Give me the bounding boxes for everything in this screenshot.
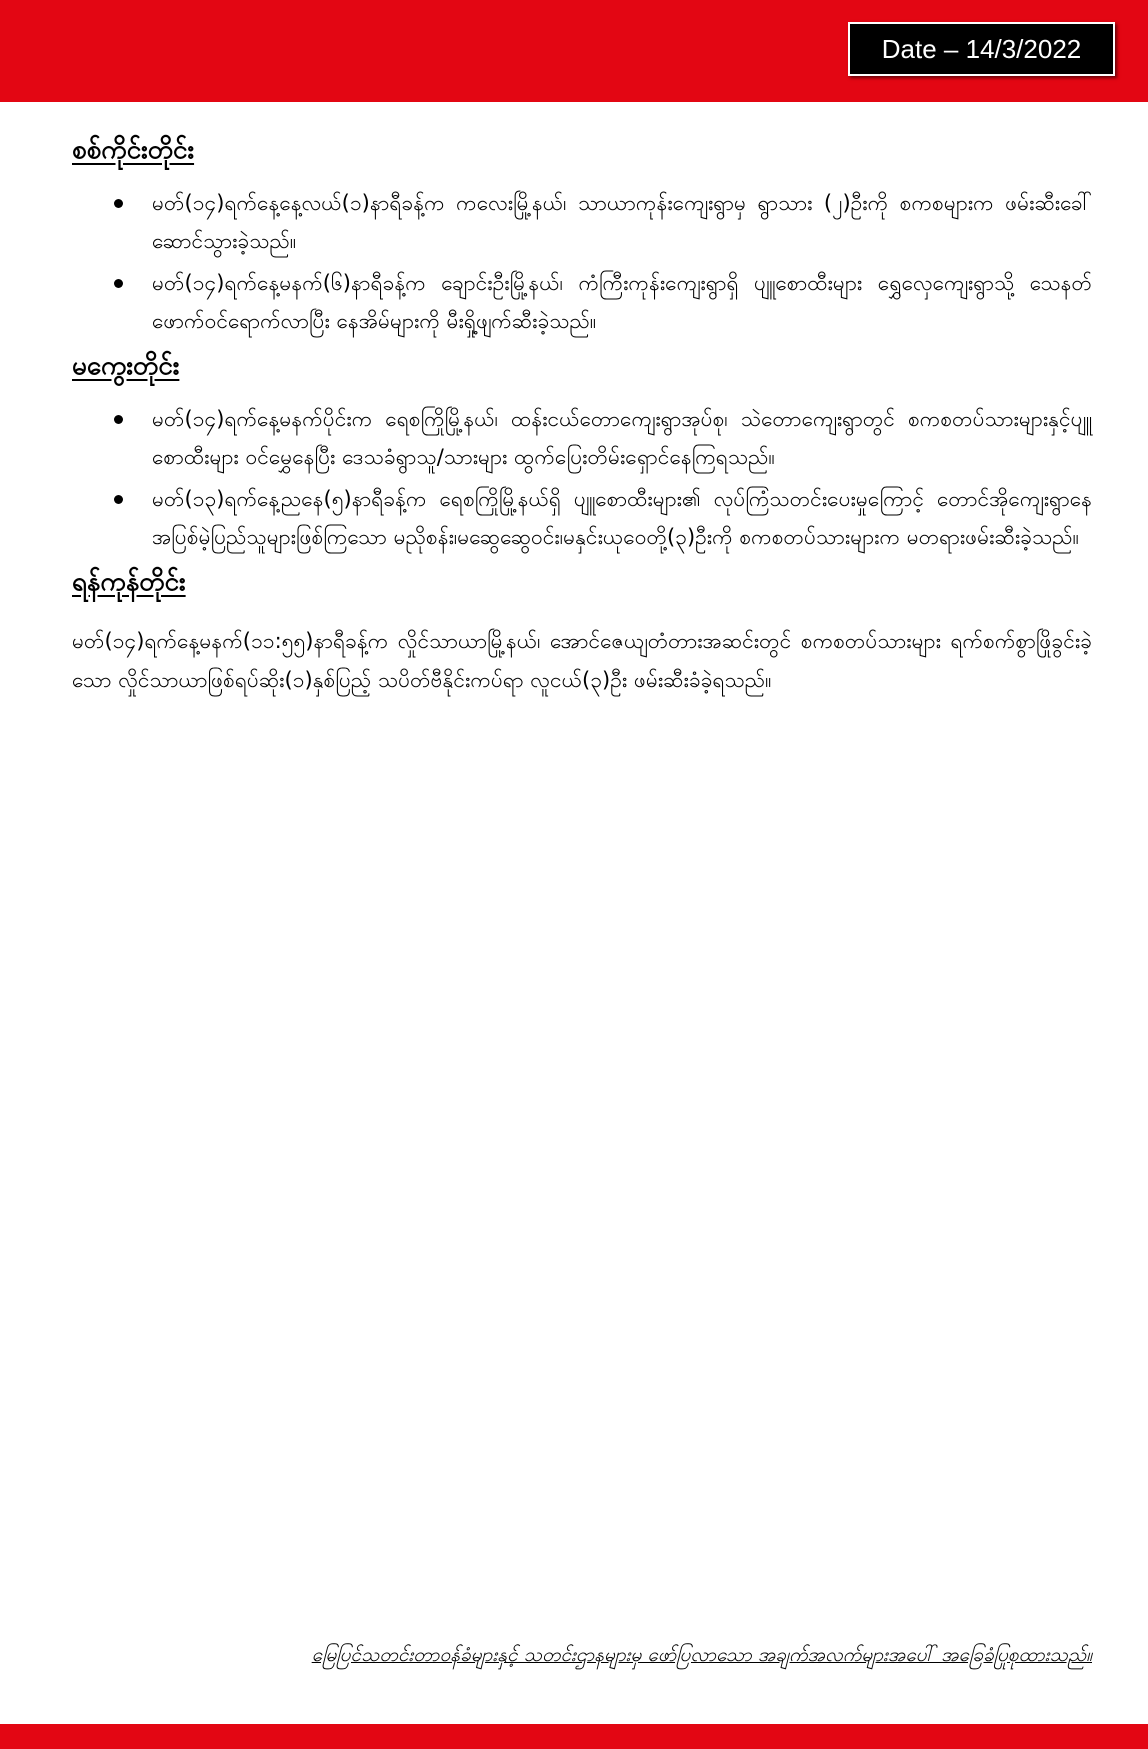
bullet-icon bbox=[114, 199, 123, 208]
source-footnote: မြေပြင်သတင်းတာဝန်ခံများနှင့် သတင်းဌာနများမှ ဖော်ပြလာသော အချက်အလက်များအပေါ် အခြေခံပြုစုထားသည်။ bbox=[311, 1644, 1092, 1666]
list-item bbox=[72, 400, 1092, 476]
list-item bbox=[72, 480, 1092, 556]
list-item-text: မတ်(၁၃)ရက်နေ့ညနေ(၅)နာရီခန့်က ရေစကြိုမြို့နယ်ရှိ ပျူစောထီးများ၏ လုပ်ကြံသတင်းပေးမှုကြောင့် တောင်အိုကျေးရွာနေ အပြစ်မဲ့ပြည်သူများဖြစ်ကြသော မညိုစန်း၊မဆွေဆွေဝင်း၊မနှင်းယုဝေတို့(၃)ဦးကို စကစတပ်သားများက မတရားဖမ်းဆီးခဲ့သည်။ bbox=[152, 487, 1092, 549]
bullet-icon bbox=[114, 495, 123, 504]
footer-red-band bbox=[0, 1724, 1148, 1749]
section-heading-magway: မကွေးတိုင်း bbox=[72, 351, 180, 381]
section-heading-yangon: ရန်ကုန်တိုင်း bbox=[72, 567, 186, 597]
bullet-icon bbox=[114, 415, 123, 424]
section-heading-sagaing: စစ်ကိုင်းတိုင်း bbox=[72, 135, 195, 165]
bullet-icon bbox=[114, 279, 123, 288]
magway-bullet-list bbox=[72, 400, 1092, 556]
sagaing-bullet-list bbox=[72, 184, 1092, 340]
date-label: Date – 14/3/2022 bbox=[848, 22, 1115, 76]
list-item-text: မတ်(၁၄)ရက်နေ့နေ့လယ်(၁)နာရီခန့်က ကလေးမြို့နယ်၊ သာယာကုန်းကျေးရွာမှ ရွာသား (၂)ဦးကို စကစများက ဖမ်းဆီးခေါ်ဆောင်သွားခဲ့သည်။ bbox=[152, 191, 1092, 253]
list-item bbox=[72, 184, 1092, 260]
list-item-text: မတ်(၁၄)ရက်နေ့မနက်(၆)နာရီခန့်က ချောင်းဦးမြို့နယ်၊ ကံကြီးကုန်းကျေးရွာရှိ ပျူစောထီးများ ရွှေလှေကျေးရွာသို့ သေနတ်ဖောက်ဝင်ရောက်လာပြီး နေအိမ်များကို မီးရှို့ဖျက်ဆီးခဲ့သည်။ bbox=[152, 271, 1092, 333]
yangon-paragraph: မတ်(၁၄)ရက်နေ့မနက်(၁၁:၅၅)နာရီခန့်က လှိုင်သာယာမြို့နယ်၊ အောင်ဇေယျတံတားအဆင်းတွင် စကစတပ်သားများ ရက်စက်စွာဖြိုခွင်းခဲ့သော လှိုင်သာယာဖြစ်ရပ်ဆိုး(၁)နှစ်ပြည့် သပိတ်ဗီနိုင်းကပ်ရာ လူငယ်(၃)ဦး ဖမ်းဆီးခံခဲ့ရသည်။ bbox=[72, 629, 1092, 692]
list-item bbox=[72, 264, 1092, 340]
report-content bbox=[72, 128, 1092, 700]
list-item-text: မတ်(၁၄)ရက်နေ့မနက်ပိုင်းက ရေစကြိုမြို့နယ်၊ ထန်းငယ်တောကျေးရွာအုပ်စု၊ သဲတောကျေးရွာတွင် စကစတပ်သားများနှင့်ပျူစောထီးများ ဝင်မွှေနေပြီး ဒေသခံရွာသူ/သားများ ထွက်ပြေးတိမ်းရှောင်နေကြရသည်။ bbox=[152, 407, 1092, 469]
